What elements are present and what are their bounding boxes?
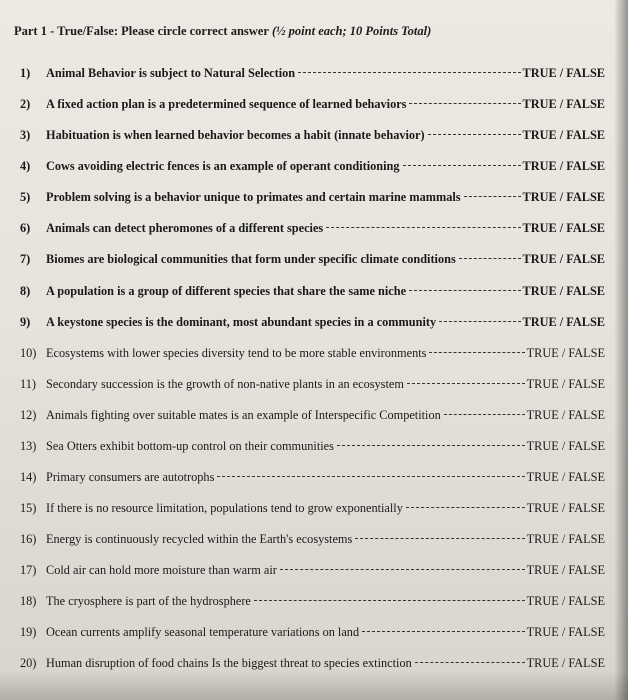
- leader-line: [355, 538, 524, 539]
- question-row: [20, 501, 605, 519]
- leader-line: [459, 258, 521, 259]
- section-title: [14, 24, 431, 39]
- question-statement: Biomes are biological communities that form under specific climate conditions: [46, 252, 456, 266]
- question-statement: Animal Behavior is subject to Natural Selection: [46, 66, 296, 80]
- question-number: 8): [20, 284, 31, 298]
- question-statement: Animals can detect pheromones of a different species: [46, 221, 324, 235]
- page-shadow-right: [614, 0, 628, 700]
- question-number: 11): [20, 377, 36, 391]
- question-statement: If there is no resource limitation, populations tend to grow exponentially: [46, 501, 403, 515]
- leader-line: [429, 352, 524, 353]
- question-row: [20, 408, 605, 426]
- question-row: [20, 159, 605, 177]
- question-row: [20, 439, 605, 457]
- question-number: 20): [20, 656, 37, 670]
- question-number: 16): [20, 532, 37, 546]
- true-false-choice[interactable]: TRUE / FALSE: [522, 97, 605, 111]
- leader-line: [407, 383, 525, 384]
- leader-line: [280, 569, 525, 570]
- true-false-choice[interactable]: TRUE / FALSE: [526, 439, 605, 453]
- question-row: [20, 128, 605, 146]
- leader-line: [406, 507, 525, 508]
- true-false-choice[interactable]: TRUE / FALSE: [526, 346, 605, 360]
- leader-line: [409, 103, 520, 104]
- question-number: 19): [20, 625, 37, 639]
- true-false-choice[interactable]: TRUE / FALSE: [526, 377, 605, 391]
- true-false-choice[interactable]: TRUE / FALSE: [526, 594, 605, 608]
- instruction-text: Please circle correct answer: [121, 24, 269, 38]
- true-false-choice[interactable]: TRUE / FALSE: [522, 284, 605, 298]
- page-shadow-bottom: [0, 670, 628, 700]
- question-number: 3): [20, 128, 31, 142]
- question-number: 12): [20, 408, 37, 422]
- question-statement: A keystone species is the dominant, most abundant species in a community: [46, 315, 437, 329]
- question-statement: Cows avoiding electric fences is an example of operant conditioning: [46, 159, 400, 173]
- leader-line: [362, 631, 525, 632]
- question-statement: Sea Otters exhibit bottom-up control on their communities: [46, 439, 334, 453]
- question-statement: The cryosphere is part of the hydrosphere: [46, 594, 251, 608]
- question-number: 10): [20, 346, 37, 360]
- question-number: 5): [20, 190, 31, 204]
- leader-line: [444, 414, 525, 415]
- question-statement: Secondary succession is the growth of non-native plants in an ecosystem: [46, 377, 404, 391]
- question-statement: Energy is continuously recycled within the Earth's ecosystems: [46, 532, 353, 546]
- question-number: 15): [20, 501, 37, 515]
- question-number: 17): [20, 563, 37, 577]
- leader-line: [298, 72, 520, 73]
- question-row: [20, 97, 605, 115]
- question-row: [20, 563, 605, 581]
- question-row: [20, 470, 605, 488]
- true-false-choice[interactable]: TRUE / FALSE: [522, 159, 605, 173]
- question-statement: A population is a group of different species that share the same niche: [46, 284, 407, 298]
- question-row: [20, 346, 605, 364]
- true-false-choice[interactable]: TRUE / FALSE: [526, 656, 605, 670]
- leader-line: [217, 476, 524, 477]
- true-false-choice[interactable]: TRUE / FALSE: [522, 315, 605, 329]
- points-note: (½ point each; 10 Points Total): [272, 24, 432, 38]
- leader-line: [464, 196, 521, 197]
- question-statement: Animals fighting over suitable mates is an example of Interspecific Competition: [46, 408, 441, 422]
- question-number: 14): [20, 470, 37, 484]
- leader-line: [254, 600, 525, 601]
- question-statement: A fixed action plan is a predetermined sequence of learned behaviors: [46, 97, 407, 111]
- question-number: 18): [20, 594, 37, 608]
- question-row: [20, 377, 605, 395]
- question-statement: Human disruption of food chains Is the biggest threat to species extinction: [46, 656, 412, 670]
- leader-line: [439, 321, 520, 322]
- true-false-choice[interactable]: TRUE / FALSE: [526, 470, 605, 484]
- part-label: Part 1 - True/False:: [14, 24, 119, 38]
- true-false-choice[interactable]: TRUE / FALSE: [522, 221, 605, 235]
- question-number: 2): [20, 97, 31, 111]
- question-number: 1): [20, 66, 31, 80]
- true-false-choice[interactable]: TRUE / FALSE: [526, 563, 605, 577]
- question-row: [20, 190, 605, 208]
- true-false-choice[interactable]: TRUE / FALSE: [522, 66, 605, 80]
- question-row: [20, 66, 605, 84]
- question-statement: Ecosystems with lower species diversity tend to be more stable environments: [46, 346, 427, 360]
- question-number: 4): [20, 159, 31, 173]
- question-number: 7): [20, 252, 31, 266]
- leader-line: [415, 662, 525, 663]
- leader-line: [337, 445, 525, 446]
- question-statement: Primary consumers are autotrophs: [46, 470, 215, 484]
- question-row: [20, 625, 605, 643]
- leader-line: [326, 227, 520, 228]
- leader-line: [428, 134, 521, 135]
- question-number: 6): [20, 221, 31, 235]
- true-false-choice[interactable]: TRUE / FALSE: [526, 532, 605, 546]
- question-statement: Problem solving is a behavior unique to primates and certain marine mammals: [46, 190, 461, 204]
- question-statement: Ocean currents amplify seasonal temperature variations on land: [46, 625, 360, 639]
- question-statement: Cold air can hold more moisture than warm air: [46, 563, 277, 577]
- question-row: [20, 284, 605, 302]
- true-false-choice[interactable]: TRUE / FALSE: [522, 190, 605, 204]
- question-row: [20, 532, 605, 550]
- leader-line: [403, 165, 521, 166]
- true-false-choice[interactable]: TRUE / FALSE: [522, 252, 605, 266]
- question-row: [20, 252, 605, 270]
- question-number: 9): [20, 315, 31, 329]
- leader-line: [409, 290, 521, 291]
- true-false-choice[interactable]: TRUE / FALSE: [522, 128, 605, 142]
- true-false-choice[interactable]: TRUE / FALSE: [526, 625, 605, 639]
- question-row: [20, 594, 605, 612]
- question-number: 13): [20, 439, 37, 453]
- question-row: [20, 315, 605, 333]
- true-false-choice[interactable]: TRUE / FALSE: [526, 408, 605, 422]
- true-false-choice[interactable]: TRUE / FALSE: [526, 501, 605, 515]
- question-row: [20, 221, 605, 239]
- question-statement: Habituation is when learned behavior becomes a habit (innate behavior): [46, 128, 425, 142]
